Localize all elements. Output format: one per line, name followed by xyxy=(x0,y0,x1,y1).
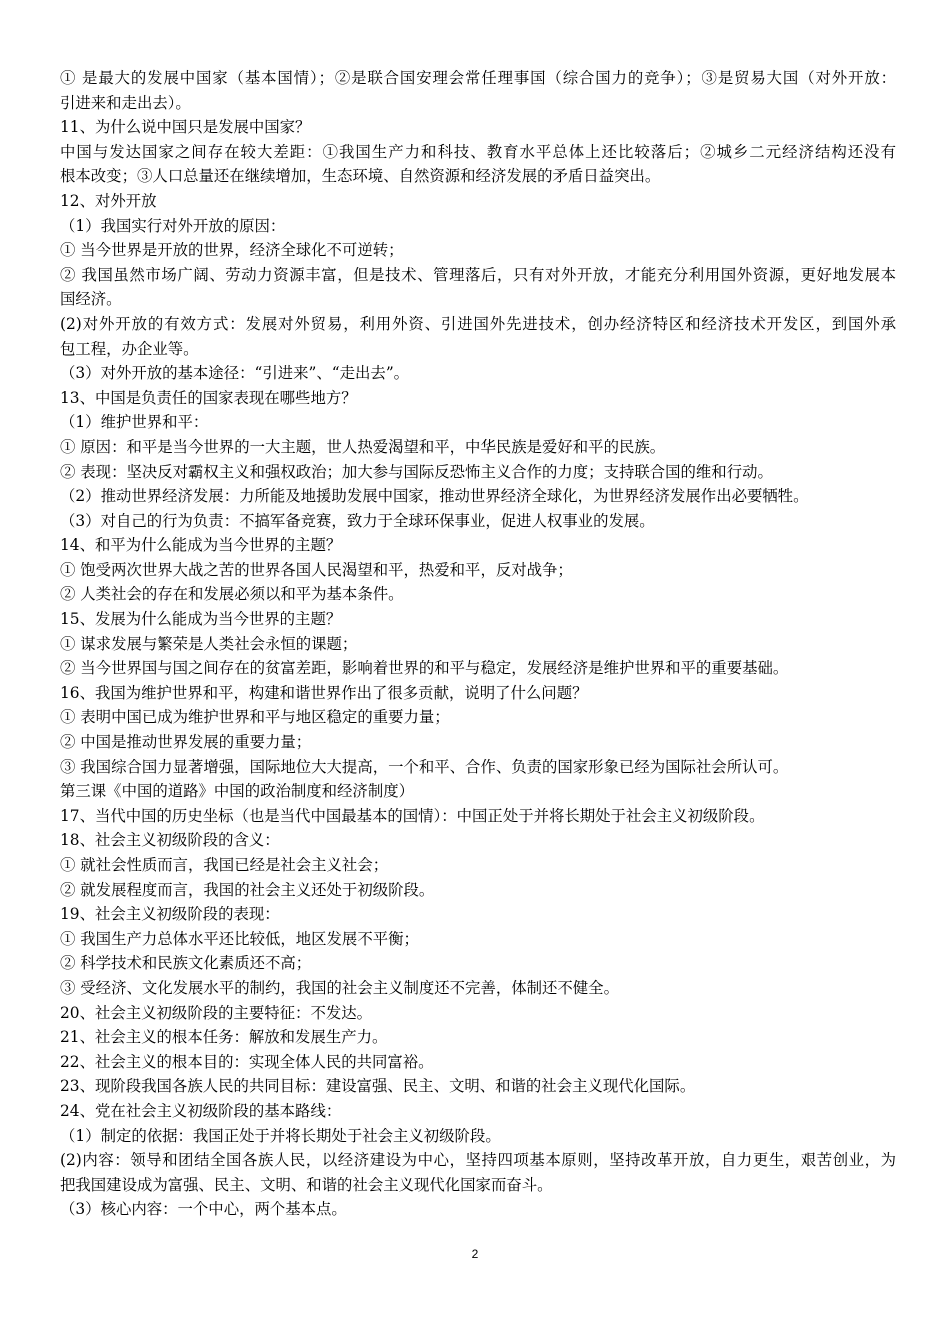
text-line: 根本改变；③人口总量还在继续增加，生态环境、自然资源和经济发展的矛盾日益突出。 xyxy=(60,167,661,186)
text-line: ③ 我国综合国力显著增强，国际地位大大提高，一个和平、合作、负责的国家形象已经为国际社会所认可。 xyxy=(60,757,789,776)
text-line: 23、现阶段我国各族人民的共同目标：建设富强、民主、文明、和谐的社会主义现代化国际。 xyxy=(60,1077,696,1096)
text-line: ① 是最大的发展中国家（基本国情）；②是联合国安理会常任理事国（综合国力的竞争）；③是贸易大国（对外开放： xyxy=(60,69,896,87)
text-line: 13、中国是负责任的国家表现在哪些地方？ xyxy=(60,388,357,407)
text-line: ② 当今世界国与国之间存在的贫富差距，影响着世界的和平与稳定，发展经济是维护世界和平的重要基础。 xyxy=(60,659,789,678)
text-line: （1）制定的依据：我国正处于并将长期处于社会主义初级阶段。 xyxy=(60,1126,501,1145)
text-line: 引进来和走出去）。 xyxy=(60,93,191,112)
text-line: ② 科学技术和民族文化素质还不高； xyxy=(60,954,312,973)
text-line: ① 谋求发展与繁荣是人类社会永恒的课题； xyxy=(60,634,358,653)
text-line: 18、社会主义初级阶段的含义： xyxy=(60,831,280,850)
text-line: ① 就社会性质而言，我国已经是社会主义社会； xyxy=(60,856,389,874)
text-line: 21、社会主义的根本任务：解放和发展生产力。 xyxy=(60,1028,388,1047)
text-line: 包工程，办企业等。 xyxy=(60,339,199,358)
text-line: （1）维护世界和平： xyxy=(60,413,209,432)
text-line: ① 我国生产力总体水平还比较低，地区发展不平衡； xyxy=(60,929,419,948)
text-line: （3）对自己的行为负责：不搞军备竞赛，致力于全球环保事业，促进人权事业的发展。 xyxy=(60,511,655,530)
text-line: (2)对外开放的有效方式：发展对外贸易，利用外资、引进国外先进技术，创办经济特区和经济技术开发区，到国外承 xyxy=(60,314,896,333)
text-line: 24、党在社会主义初级阶段的基本路线： xyxy=(60,1101,342,1120)
page-number: 2 xyxy=(471,1247,479,1261)
text-line: （1）我国实行对外开放的原因： xyxy=(60,216,286,235)
text-line: 15、发展为什么能成为当今世界的主题？ xyxy=(60,610,342,629)
text-line: （3）核心内容：一个中心，两个基本点。 xyxy=(60,1200,347,1219)
text-line: （3）对外开放的基本途径：“引进来”、“走出去”。 xyxy=(60,364,410,383)
text-line: ① 原因：和平是当今世界的一大主题，世人热爱渴望和平，中华民族是爱好和平的民族。 xyxy=(60,437,666,456)
document-body xyxy=(60,66,896,1222)
text-line: ② 就发展程度而言，我国的社会主义还处于初级阶段。 xyxy=(60,880,435,899)
text-line: 20、社会主义初级阶段的主要特征：不发达。 xyxy=(60,1003,373,1022)
text-line: 19、社会主义初级阶段的表现： xyxy=(60,905,280,924)
text-line: 17、当代中国的历史坐标（也是当代中国最基本的国情）：中国正处于并将长期处于社会主义初级阶段。 xyxy=(60,806,765,825)
text-line: 11、为什么说中国只是发展中国家？ xyxy=(60,118,311,137)
text-line: ② 中国是推动世界发展的重要力量； xyxy=(60,733,312,752)
text-line: ② 我国虽然市场广阔、劳动力资源丰富，但是技术、管理落后，只有对外开放，才能充分利用国外资源，更好地发展本 xyxy=(60,265,896,284)
text-line: 12、对外开放 xyxy=(60,191,157,210)
text-line: ① 当今世界是开放的世界，经济全球化不可逆转； xyxy=(60,241,404,260)
text-line: ① 表明中国已成为维护世界和平与地区稳定的重要力量； xyxy=(60,708,450,727)
text-line: ② 人类社会的存在和发展必须以和平为基本条件。 xyxy=(60,585,404,604)
text-line: 16、我国为维护世界和平，构建和谐世界作出了很多贡献，说明了什么问题？ xyxy=(60,683,588,702)
text-line: 中国与发达国家之间存在较大差距：①我国生产力和科技、教育水平总体上还比较落后；②城乡二元经济结构还没有 xyxy=(60,142,896,161)
text-line: （2）推动世界经济发展：力所能及地援助发展中国家，推动世界经济全球化，为世界经济发展作出必要牺牲。 xyxy=(60,487,809,506)
text-line: 14、和平为什么能成为当今世界的主题？ xyxy=(60,536,342,555)
text-line: 国经济。 xyxy=(60,290,122,309)
text-line: 把我国建设成为富强、民主、文明、和谐的社会主义现代化国家而奋斗。 xyxy=(60,1175,553,1194)
text-line: ③ 受经济、文化发展水平的制约，我国的社会主义制度还不完善，体制还不健全。 xyxy=(60,978,619,997)
text-line: 22、社会主义的根本目的：实现全体人民的共同富裕。 xyxy=(60,1052,434,1071)
text-line: 第三课《中国的道路》中国的政治制度和经济制度） xyxy=(60,782,414,801)
text-line: (2)内容：领导和团结全国各族人民，以经济建设为中心，坚持四项基本原则，坚持改革开放，自力更生，艰苦创业，为 xyxy=(60,1151,896,1170)
text-line: ① 饱受两次世界大战之苦的世界各国人民渴望和平，热爱和平，反对战争； xyxy=(60,560,573,579)
text-line: ② 表现：坚决反对霸权主义和强权政治；加大参与国际反恐怖主义合作的力度；支持联合国的维和行动。 xyxy=(60,462,773,481)
